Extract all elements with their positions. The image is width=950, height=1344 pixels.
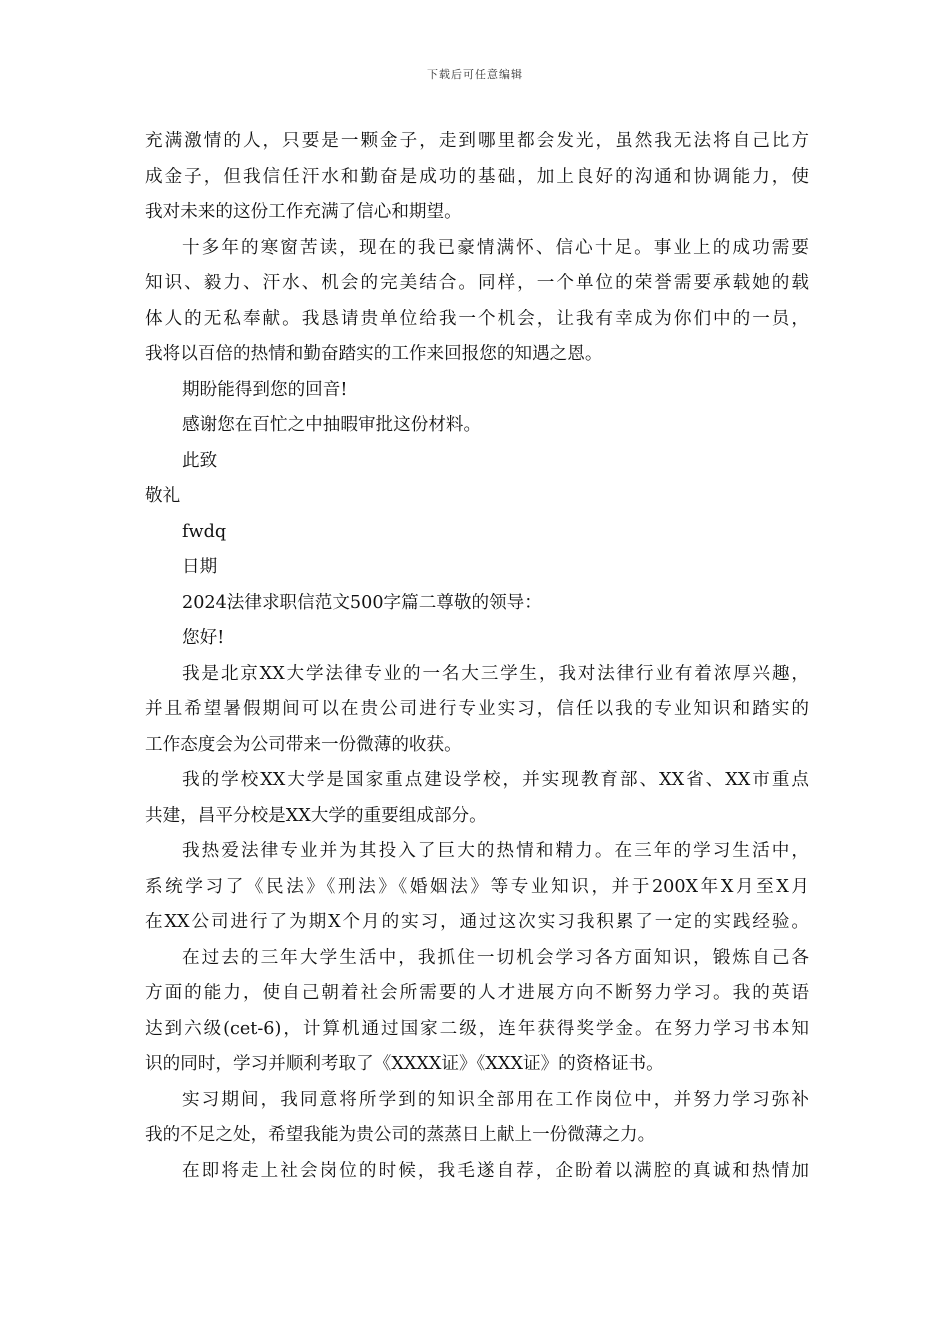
text-line: 识的同时，学习并顺利考取了《XXXX证》《XXX证》的资格证书。 [145,1054,664,1074]
document-body [145,124,809,1189]
text-line: 工作态度会为公司带来一份微薄的收获。 [145,734,462,755]
text-line: 此致 [182,450,218,471]
text-line: 我热爱法律专业并为其投入了巨大的热情和精力。在三年的学习生活中， [182,841,809,861]
text-line: 共建，昌平分校是XX大学的重要组成部分。 [145,805,487,826]
text-line: 体人的无私奉献。我恳请贵单位给我一个机会，让我有幸成为你们中的一员， [145,308,809,329]
page-header: 下载后可任意编辑 [427,68,523,81]
text-line: 您好! [182,628,225,648]
text-line: 敬礼 [145,486,181,506]
text-line: 达到六级(cet-6)，计算机通过国家二级，连年获得奖学金。在努力学习书本知 [145,1018,809,1039]
text-line: 我的学校XX大学是国家重点建设学校，并实现教育部、XX省、XX市重点 [182,770,809,790]
text-line: 我对未来的这份工作充满了信心和期望。 [145,202,462,222]
text-line: fwdq [182,521,227,542]
text-line: 系统学习了《民法》《刑法》《婚姻法》等专业知识，并于200X年X月至X月 [145,876,809,897]
text-line: 我的不足之处，希望我能为贵公司的蒸蒸日上献上一份微薄之力。 [145,1125,656,1145]
text-line: 充满激情的人，只要是一颗金子，走到哪里都会发光，虽然我无法将自己比方 [145,131,809,151]
text-line: 期盼能得到您的回音! [182,379,348,400]
text-line: 在即将走上社会岗位的时候，我毛遂自荐，企盼着以满腔的真诚和热情加 [182,1160,809,1181]
text-line: 我是北京XX大学法律专业的一名大三学生，我对法律行业有着浓厚兴趣， [182,663,809,684]
text-line: 成金子，但我信任汗水和勤奋是成功的基础，加上良好的沟通和协调能力，使 [145,166,809,187]
text-line: 在XX公司进行了为期X个月的实习，通过这次实习我积累了一定的实践经验。 [145,912,809,932]
text-line: 日期 [182,557,218,577]
text-line: 并且希望暑假期间可以在贵公司进行专业实习，信任以我的专业知识和踏实的 [145,699,809,719]
text-line: 感谢您在百忙之中抽暇审批这份材料。 [182,415,482,435]
text-line: 实习期间，我同意将所学到的知识全部用在工作岗位中，并努力学习弥补 [182,1089,809,1110]
text-line: 知识、毅力、汗水、机会的完美结合。同样，一个单位的荣誉需要承载她的载 [145,273,809,293]
text-line: 我将以百倍的热情和勤奋踏实的工作来回报您的知遇之恩。 [145,344,603,364]
text-line: 十多年的寒窗苦读，现在的我已豪情满怀、信心十足。事业上的成功需要 [182,237,809,258]
text-line: 2024法律求职信范文500字篇二尊敬的领导： [182,592,542,613]
text-line: 在过去的三年大学生活中，我抓住一切机会学习各方面知识，锻炼自己各 [182,947,809,968]
text-line: 方面的能力，使自己朝着社会所需要的人才进展方向不断努力学习。我的英语 [145,983,809,1003]
